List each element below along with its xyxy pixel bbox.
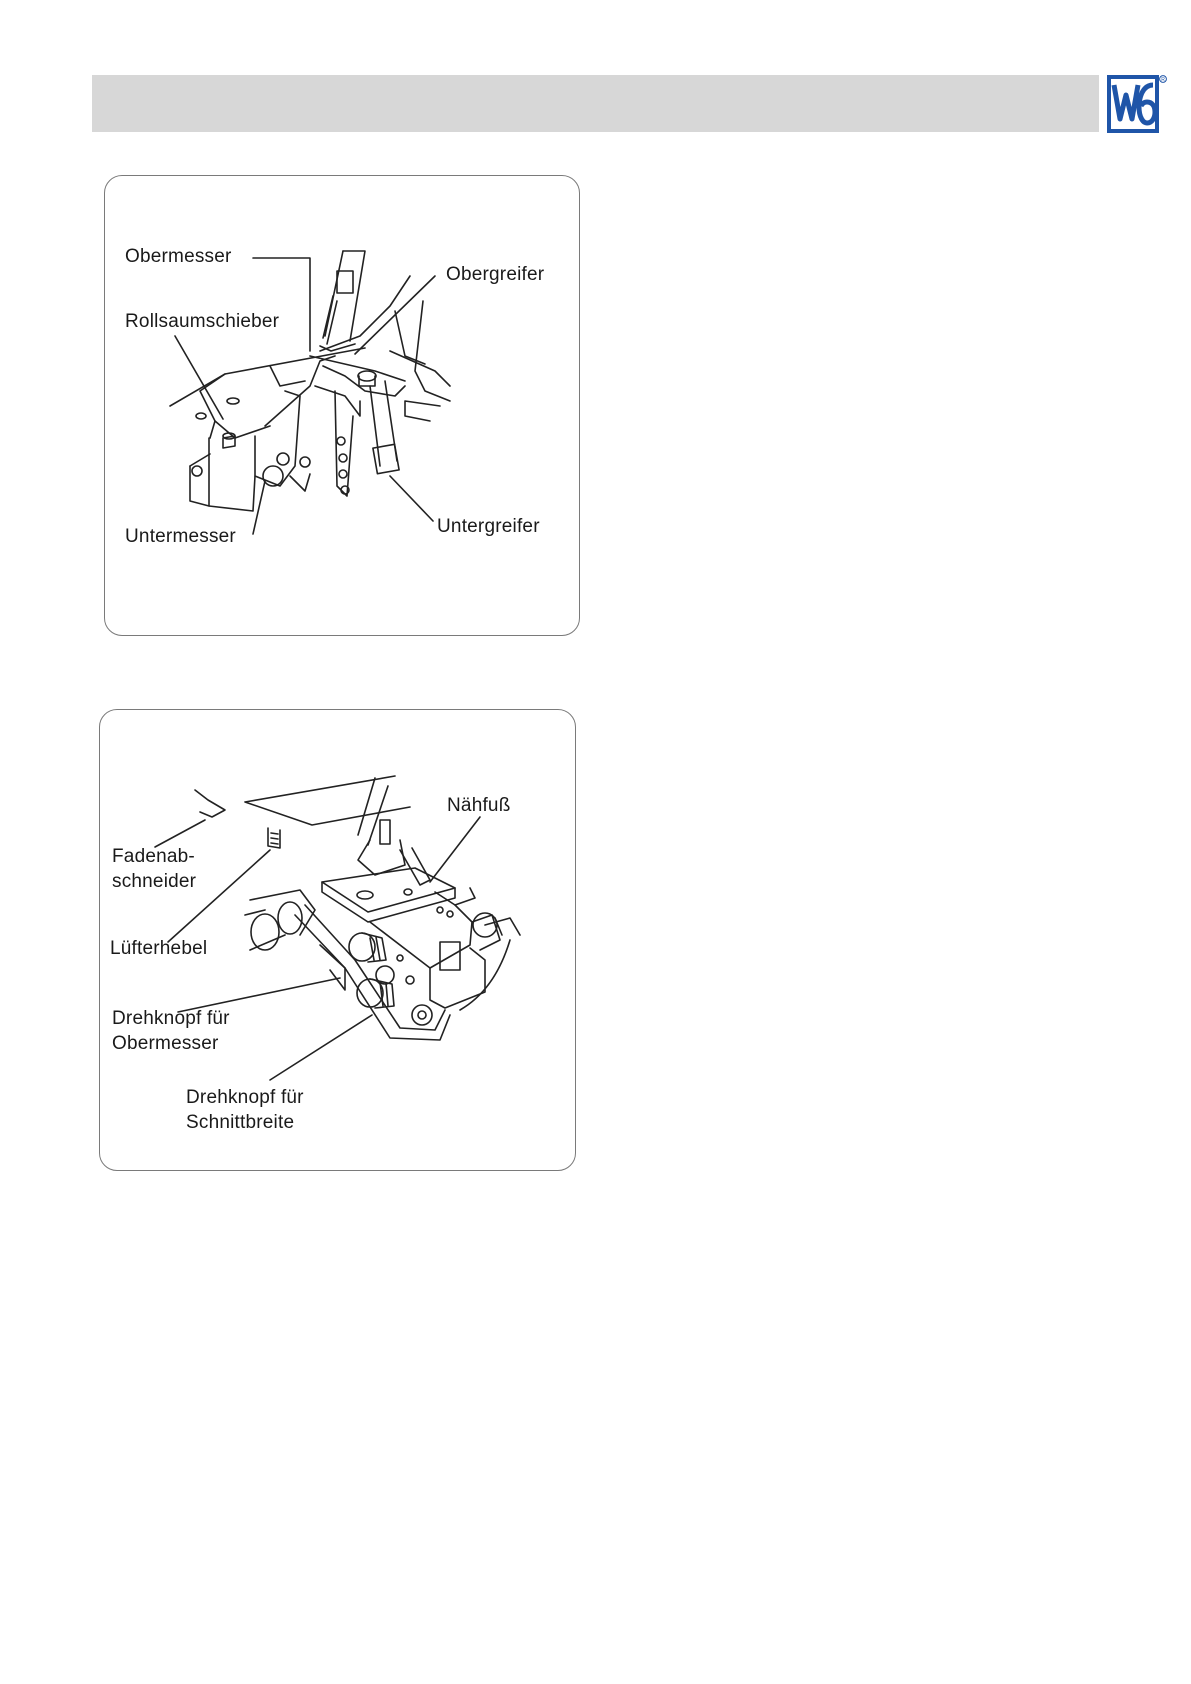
w6-logo (1105, 73, 1167, 135)
label-fadenabschneider-line1: Fadenab- (112, 846, 195, 867)
label-drehknopf-obermesser-line2: Obermesser (112, 1033, 219, 1054)
label-rollsaumschieber: Rollsaumschieber (125, 311, 280, 332)
w6-logo-mark (1105, 73, 1167, 135)
label-obermesser: Obermesser (125, 246, 232, 267)
figure-presser-foot-illustration (99, 709, 576, 1171)
label-lueferhebel: Lüfterhebel (110, 938, 208, 959)
header-bar (92, 75, 1099, 132)
label-drehknopf-schnittbreite-line2: Schnittbreite (186, 1112, 295, 1133)
figure-looper-knife-illustration (104, 175, 580, 636)
label-drehknopf-schnittbreite (186, 1085, 304, 1135)
label-naehfuss: Nähfuß (447, 795, 511, 816)
label-untergreifer: Untergreifer (437, 516, 540, 537)
label-drehknopf-obermesser-line1: Drehknopf für (112, 1008, 230, 1029)
label-drehknopf-schnittbreite-line1: Drehknopf für (186, 1087, 304, 1108)
label-obergreifer: Obergreifer (446, 264, 545, 285)
label-untermesser: Untermesser (125, 526, 236, 547)
label-fadenabschneider-line2: schneider (112, 871, 197, 892)
label-drehknopf-obermesser (112, 1006, 230, 1056)
label-fadenabschneider (112, 844, 196, 894)
svg-text:R: R (1161, 77, 1165, 83)
